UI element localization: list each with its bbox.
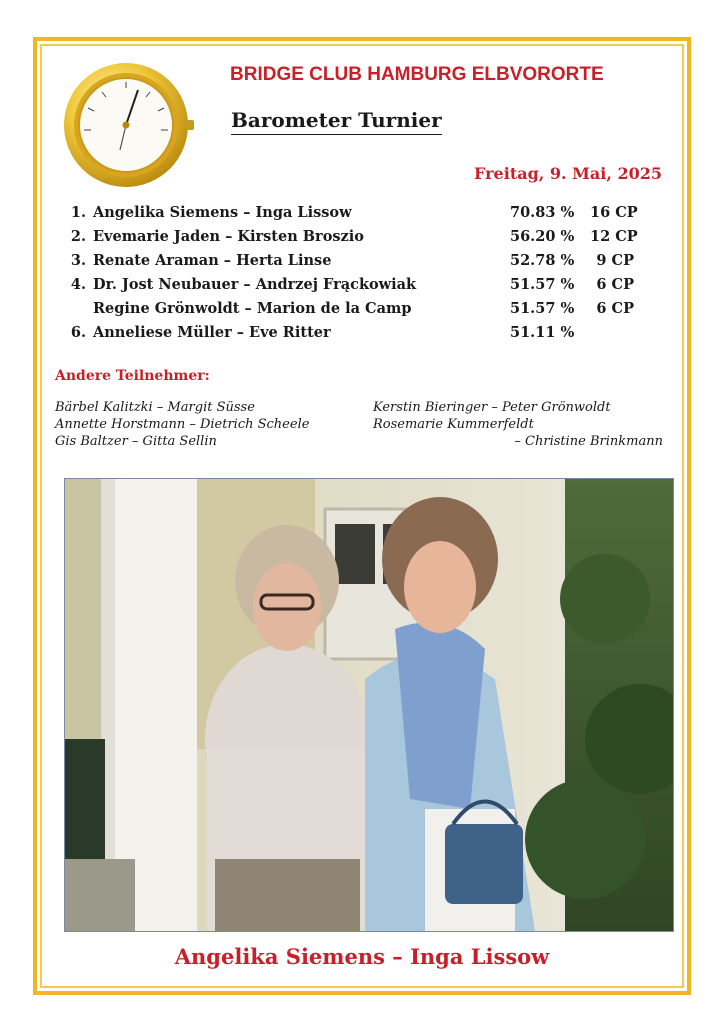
result-row — [62, 300, 662, 324]
winners-photo-icon — [65, 479, 673, 931]
result-rank: 4. — [70, 276, 86, 293]
result-rank: 3. — [70, 252, 86, 269]
result-cp: 16 CP — [590, 204, 638, 221]
result-pair: Regine Grönwoldt – Marion de la Camp — [93, 300, 412, 317]
result-percent: 51.11 % — [510, 324, 575, 341]
result-row — [62, 252, 662, 276]
result-rank: 2. — [70, 228, 86, 245]
result-percent: 51.57 % — [510, 276, 575, 293]
participant-pair: Kerstin Bieringer – Peter Grönwoldt — [373, 400, 611, 415]
other-participants-right — [373, 400, 663, 451]
tournament-title: Barometer Turnier — [231, 108, 442, 135]
club-name: BRIDGE CLUB HAMBURG ELBVORORTE — [230, 64, 604, 85]
result-cp: 6 CP — [596, 300, 634, 317]
result-cp: 9 CP — [596, 252, 634, 269]
participant-pair: Bärbel Kalitzki – Margit Süsse — [55, 400, 255, 415]
result-percent: 56.20 % — [510, 228, 575, 245]
participant-pair: Gis Baltzer – Gitta Sellin — [55, 434, 217, 449]
winners-photo — [64, 478, 674, 932]
tournament-date: Freitag, 9. Mai, 2025 — [474, 164, 662, 183]
participant-pair: Annette Horstmann – Dietrich Scheele — [55, 417, 310, 432]
result-row — [62, 276, 662, 300]
result-row — [62, 204, 662, 228]
result-pair: Anneliese Müller – Eve Ritter — [93, 324, 331, 341]
result-row — [62, 228, 662, 252]
barometer-icon — [58, 60, 194, 190]
result-rank: 1. — [70, 204, 86, 221]
result-rank: 6. — [70, 324, 86, 341]
participant-pair: Rosemarie Kummerfeldt — [373, 417, 534, 432]
participant-pair: – Christine Brinkmann — [514, 434, 663, 449]
other-participants-label: Andere Teilnehmer: — [55, 368, 210, 384]
result-cp: 12 CP — [590, 228, 638, 245]
result-percent: 52.78 % — [510, 252, 575, 269]
other-participants-left — [55, 400, 309, 451]
result-cp: 6 CP — [596, 276, 634, 293]
results-list — [62, 204, 662, 348]
result-pair: Angelika Siemens – Inga Lissow — [93, 204, 352, 221]
result-row — [62, 324, 662, 348]
result-pair: Renate Araman – Herta Linse — [93, 252, 332, 269]
photo-caption: Angelika Siemens – Inga Lissow — [174, 944, 550, 969]
result-pair: Dr. Jost Neubauer – Andrzej Frąckowiak — [93, 276, 417, 293]
result-percent: 70.83 % — [510, 204, 575, 221]
result-pair: Evemarie Jaden – Kirsten Broszio — [93, 228, 364, 245]
result-percent: 51.57 % — [510, 300, 575, 317]
